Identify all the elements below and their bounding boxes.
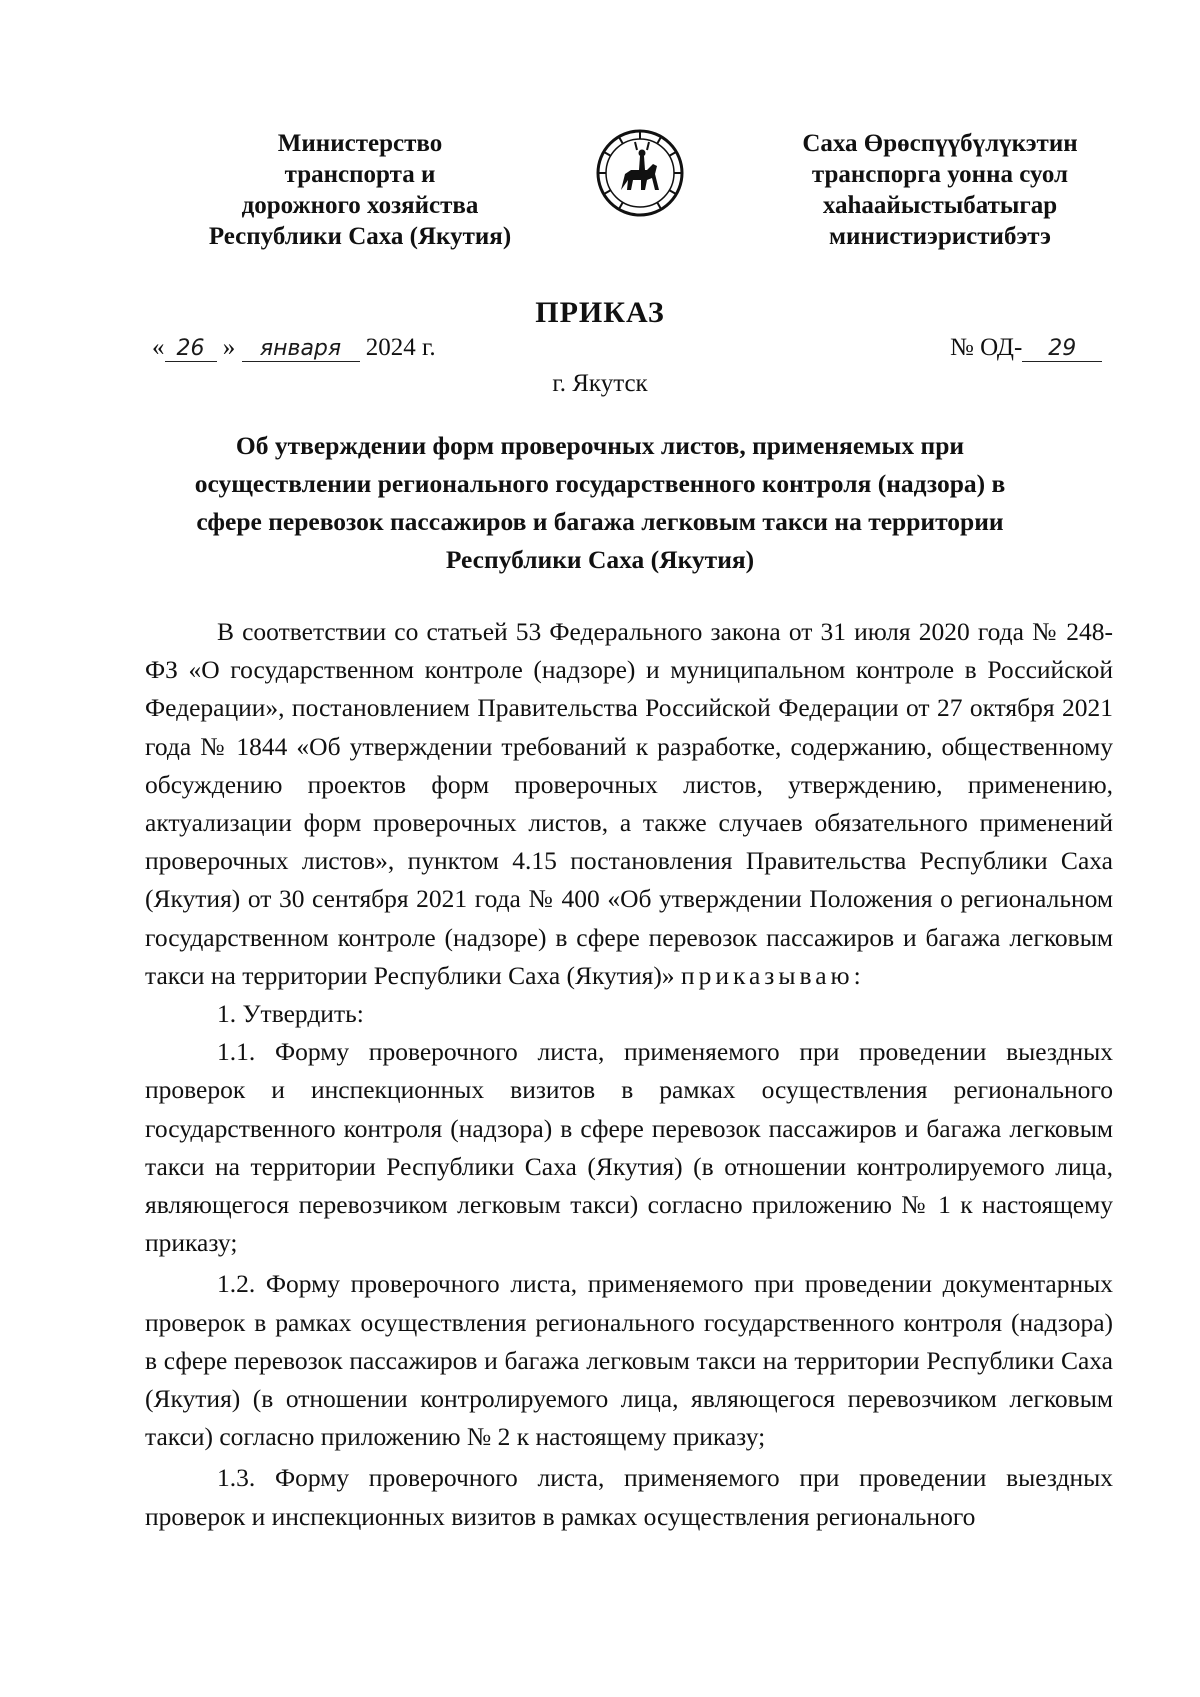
- ministry-name-line: транспорта и: [284, 161, 436, 188]
- ministry-name-line: хаһаайыстыбатыгар: [822, 192, 1058, 219]
- date-month-field: [242, 336, 360, 362]
- preamble-text: В соответствии со статьей 53 Федерального закона от 31 июля 2020 года № 248-ФЗ «О государственном контроле (надзоре) и муниципальном контроле в Российской Федерации», постановлением Правительства Российской Федерации от 27 октября 2021 года № 1844 «Об утверждении требований к разработке, содержанию, общественному обсуждению проектов форм проверочных листов, утверждению, применению, актуализации форм проверочных листов, а также случаев обязательного применений проверочных листов», пунктом 4.15 постановления Правительства Республики Саха (Якутия) от 30 сентября 2021 года № 400 «Об утверждении Положения о региональном государственном контроле (надзоре) в сфере перевозок пассажиров и багажа легковым такси на территории Республики Саха (Якутия)»: [145, 617, 1113, 990]
- ministry-name-line: Республики Саха (Якутия): [208, 223, 512, 250]
- date-year: 2024 г.: [365, 334, 436, 361]
- order-subject: [160, 427, 1040, 579]
- letterhead: [0, 128, 1200, 268]
- order-city: г. Якутск: [552, 370, 648, 397]
- item-1-2: 1.2. Форму проверочного листа, применяемого при проведении документарных проверок в рамках осуществления регионального государственного контроля (надзора) в сфере перевозок пассажиров и багажа легковым такси на территории Республики Саха (Якутия) (в отношении контролируемого лица, являющегося перевозчиком легковым такси) согласно приложению № 2 к настоящему приказу;: [145, 1269, 1113, 1452]
- order-title: ПРИКАЗ: [535, 296, 665, 329]
- ministry-name-line: Министерство: [277, 130, 443, 157]
- item-1-1: 1.1. Форму проверочного листа, применяемого при проведении выездных проверок и инспекционных визитов в рамках осуществления регионального государственного контроля (надзора) в сфере перевозок пассажиров и багажа легковым такси на территории Республики Саха (Якутия) (в отношении контролируемого лица, являющегося перевозчиком легковым такси) согласно приложению № 1 к настоящему приказу;: [145, 1037, 1113, 1258]
- date-month-handwritten: января: [259, 336, 342, 361]
- subject-line: Республики Саха (Якутия): [445, 545, 755, 574]
- ministry-name-russian: [170, 128, 550, 252]
- order-body: [145, 613, 1113, 1536]
- preamble-paragraph: [145, 613, 1113, 995]
- date-day-field: [165, 336, 217, 362]
- subject-line: Об утверждении форм проверочных листов, применяемых при: [235, 431, 965, 460]
- order-number-handwritten: 29: [1048, 336, 1077, 361]
- ministry-name-line: транспорга уонна суол: [811, 161, 1069, 188]
- ministry-name-line: министиэристибэтэ: [829, 223, 1051, 250]
- coat-of-arms-emblem: [595, 128, 685, 218]
- subject-line: сфере перевозок пассажиров и багажа легковым такси на территории: [196, 507, 1004, 536]
- ministry-name-line: Саха Өрөспүүбүлүкэтин: [802, 130, 1078, 157]
- date-quote-open: «: [152, 334, 165, 361]
- date-day-handwritten: 26: [176, 336, 205, 361]
- order-number: [950, 334, 1102, 362]
- order-number-field: [1022, 336, 1102, 362]
- item-1-3: 1.3. Форму проверочного листа, применяемого при проведении выездных проверок и инспекционных визитов в рамках осуществления регионального: [145, 1463, 1113, 1531]
- ministry-name-line: дорожного хозяйства: [241, 192, 479, 219]
- order-number-prefix: № ОД-: [950, 334, 1023, 361]
- ministry-name-sakha: [770, 128, 1110, 252]
- date-quote-close: »: [222, 334, 236, 361]
- subject-line: осуществлении регионального государственного контроля (надзора) в: [194, 469, 1006, 498]
- order-word: приказываю:: [680, 960, 865, 990]
- item-1: 1. Утвердить:: [217, 999, 364, 1029]
- order-date: [152, 334, 436, 362]
